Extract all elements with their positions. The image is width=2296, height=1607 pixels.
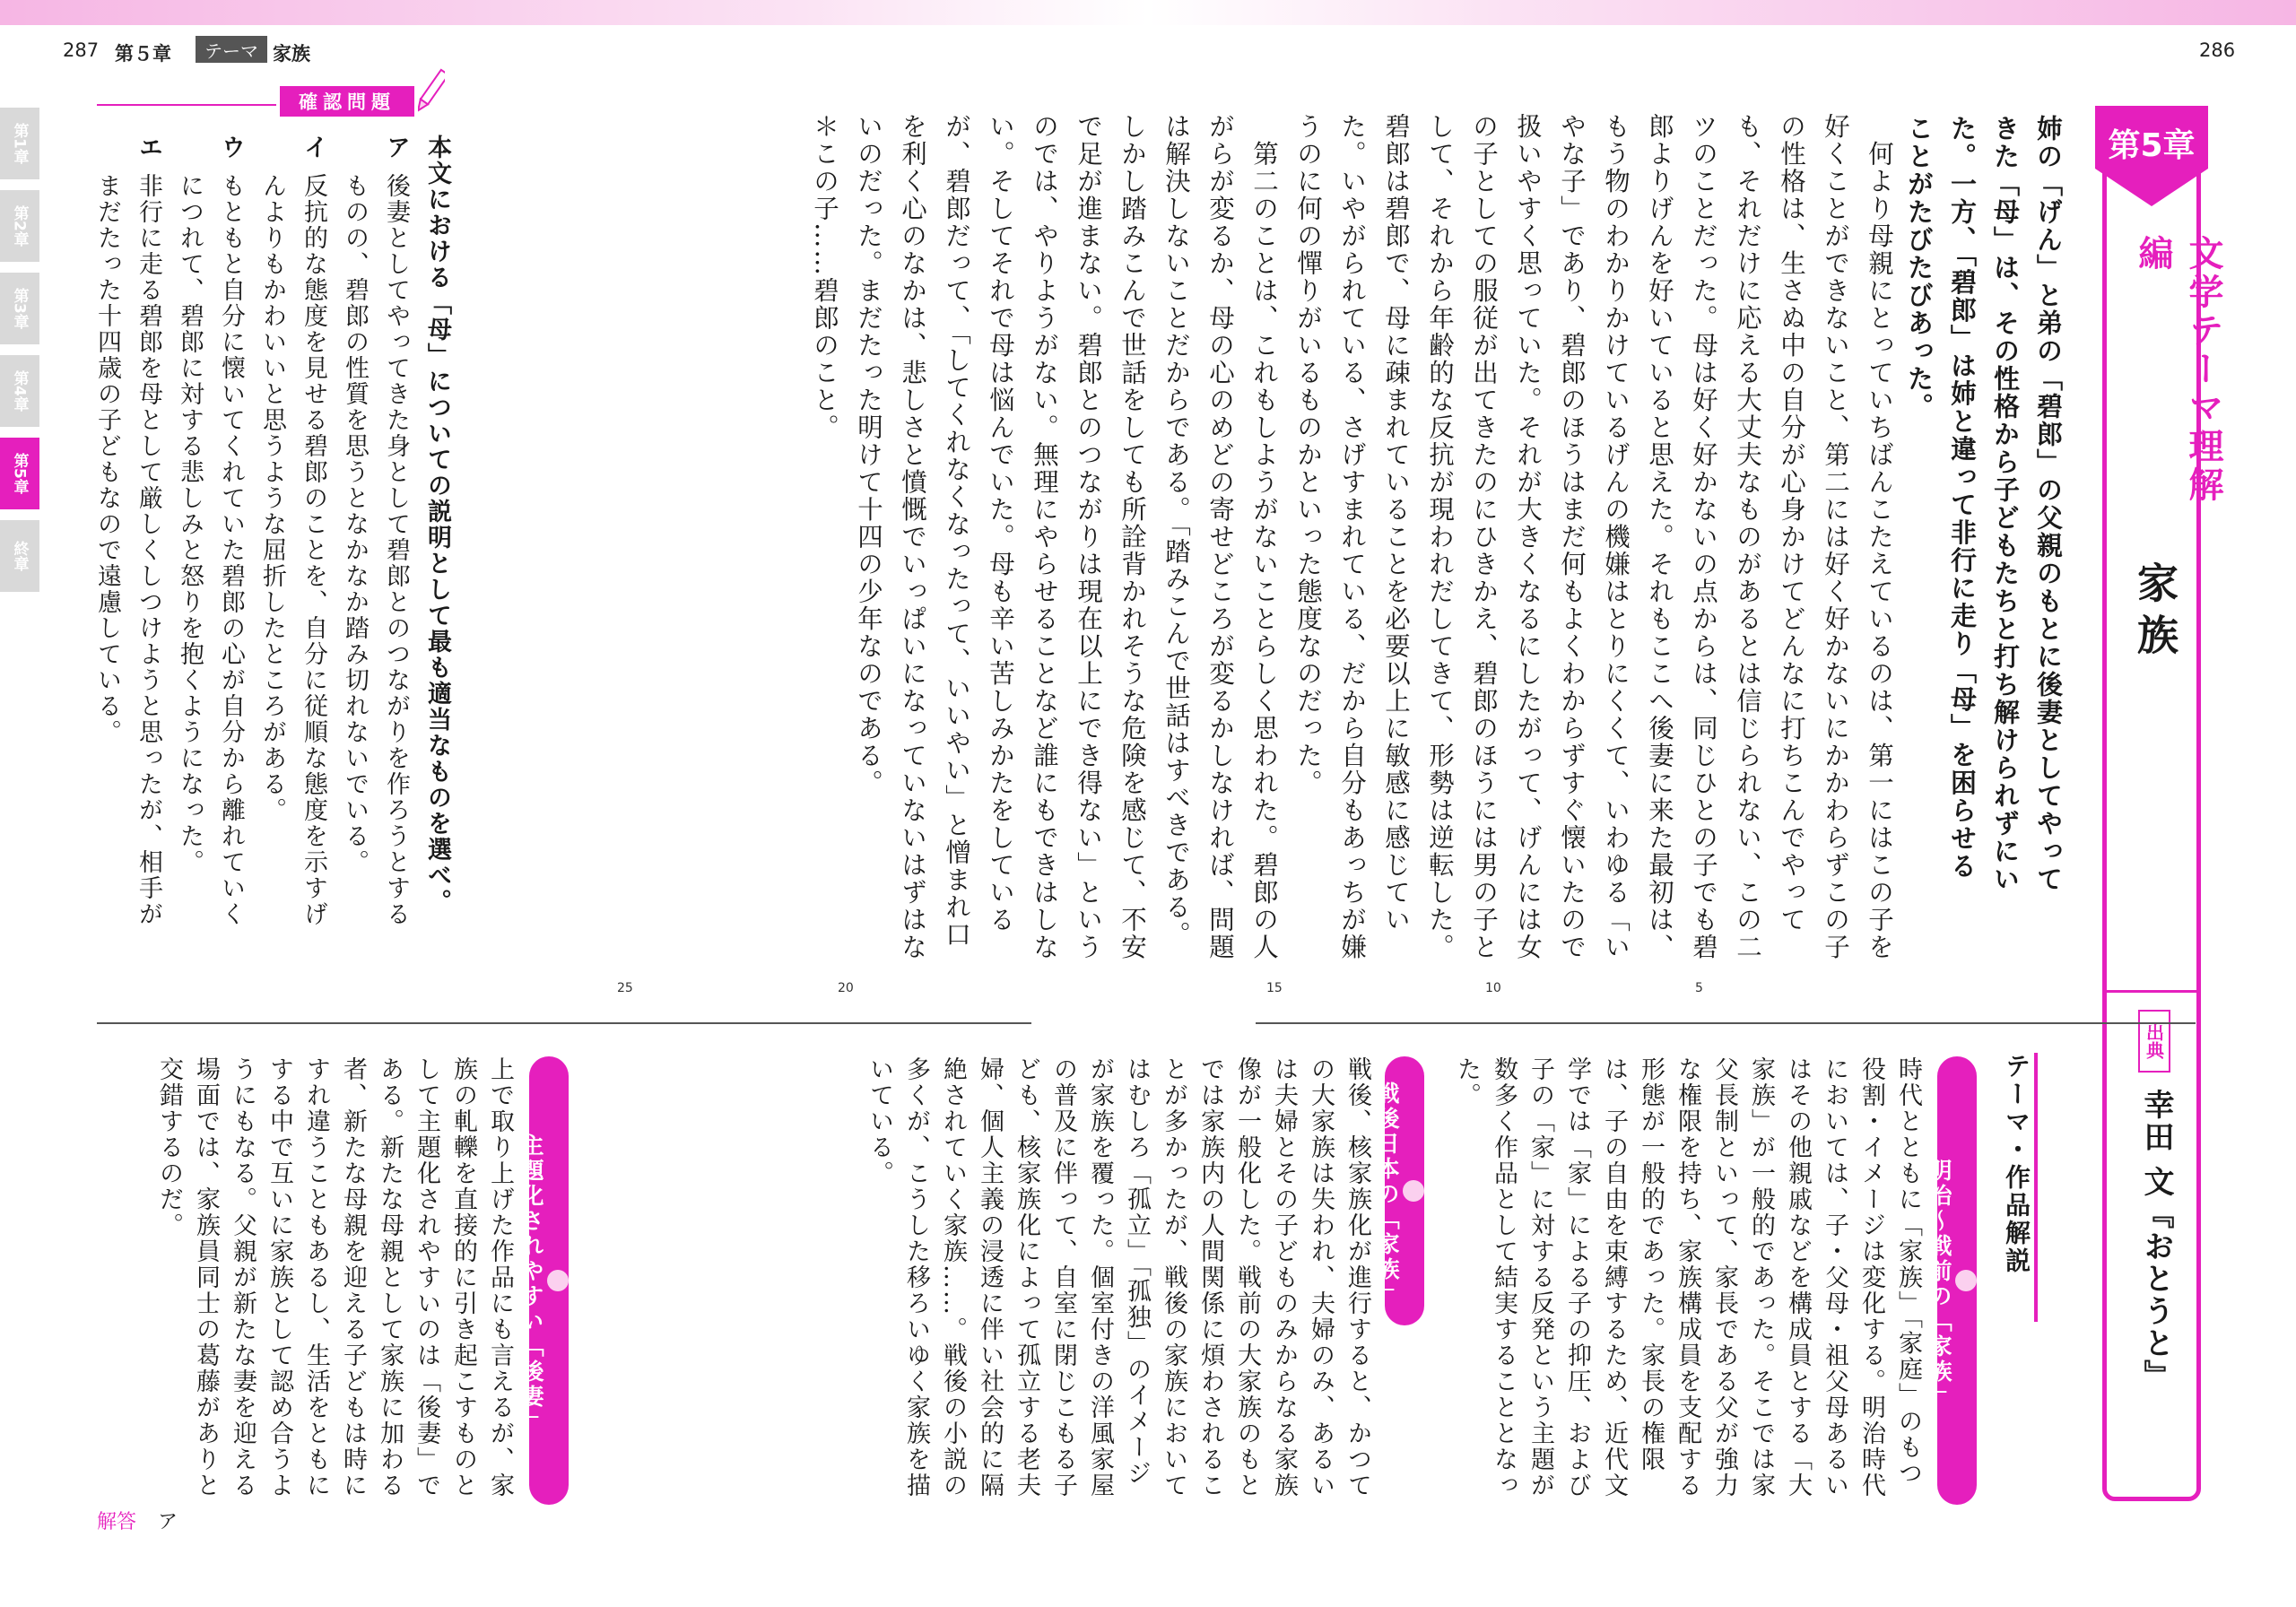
tab-label: 終章 xyxy=(10,541,29,571)
option-text: 反抗的な態度を見せる碧郎のことを、自分に従順な態度を示すげんよりもかわいいと思うような屈折したところがある。 xyxy=(258,173,327,927)
chapter-badge xyxy=(2095,106,2208,206)
bullet-icon xyxy=(547,1270,569,1291)
section-text-meiji: 時代とともに「家族」「家庭」のもつ役割・イメージは変化する。明治時代においては、子・父母・祖父母あるいはその他親戚などを構成員とする「大家族」が一般的であった。そこでは家父長制といって、家長である父が強力な権限を持ち、家族構成員を支配する形態が一般的であった。家長の権限は、子の自由を束縛するため、近代文学では「家」による子の抑圧、および子の「家」に対する反発という主題が数多く作品として結実することとなった。 xyxy=(1453,1056,1922,1498)
option-label: イ xyxy=(300,135,327,161)
quiz-rule xyxy=(97,104,276,106)
bullet-icon xyxy=(1403,1180,1424,1202)
topic-title: 家族 xyxy=(2131,561,2179,665)
tab-chapter-2[interactable] xyxy=(0,190,39,262)
commentary-heading-bar xyxy=(2034,1053,2038,1322)
option-text: 後妻としてやってきた身として碧郎とのつながりを作ろうとするものの、碧郎の性質を思うとなかなか踏み切れないでいる。 xyxy=(341,173,410,927)
main-paragraph-2: 第二のことは、これもしようがないことらしく思われた。碧郎の人がらが変るか、母の心のめどの寄せどころが変るかしなければ、問題は解決しないことだからである。「踏みこんで世話はすべきである。しかし踏みこんで世話をしても所詮背かれそうな危険を感じて、不安で足が進まない。碧郎とのつながりは現在以上にでき得ない」というのでは、やりようがない。無理にやらせることなど誰にもできはしない。そしてそれで母は悩んでいた。母も辛い苦しみかたをしているが、碧郎だって、「してくれなくなったって、いいやい」と憎まれ口を利く心のなかは、悲しさと憤慨でいっぱいになっていないはずはないのだった。まだたった明けて十四の少年なのである。 xyxy=(854,113,1279,961)
tab-chapter-1[interactable] xyxy=(0,108,39,179)
line-number: 15 xyxy=(1266,981,1283,995)
theme-value: 家族 xyxy=(273,43,310,65)
pill-label: 主題化されやすい「後妻」 xyxy=(518,1134,544,1435)
option-text: 非行に走る碧郎を母として厳しくしつけようと思ったが、相手がまだたった十四歳の子どもなので遠慮している。 xyxy=(93,173,162,927)
pencil-icon xyxy=(418,65,445,118)
line-number: 10 xyxy=(1485,981,1501,995)
quiz-badge: 確認問題 xyxy=(280,86,414,117)
answer-value: ア xyxy=(158,1511,178,1533)
quiz-block xyxy=(93,135,457,942)
main-paragraph-1: 何より母親にとっていちばんこたえているのは、第一にはこの子を好くことができないこと、第二には好く好かないにかかわらずこの子の性格は、生さぬ中の自分が心身かけてどんなに打ちこんでやっても、それだけに応える大丈夫なものがあるとは信じられない、この二ツのことだった。母は好く好かないの点からは、同じひとの子でも碧郎よりげんを好いていると思えた。それもここへ後妻に来た最初は、もう物のわかりかけているげんの機嫌はとりにくくて、いわゆる「いやな子」であり、碧郎のほうはまだ何もよくわからずすぐ懐いたので扱いやすく思っていた。それが大きくなるにしたがって、げんには女の子としての服従が出てきたのにひきかえ、碧郎のほうには男の子として、それから年齢的な反抗が現われだしてきて、形勢は逆転した。碧郎は碧郎で、母に疎まれていることを必要以上に敏感に感じていた。いやがられている、さげすまれている、だから自分もあっちが嫌うのに何の憚りがいるものかといった態度なのだった。 xyxy=(1293,113,1894,961)
pill-label: 戦後日本の「家族」 xyxy=(1374,1081,1400,1307)
tab-label: 第2章 xyxy=(10,205,29,247)
page-number-left: 287 xyxy=(63,39,100,61)
section-pill-postwar xyxy=(1374,1056,1424,1325)
quiz-option-e[interactable] xyxy=(86,135,169,942)
source-label: 出典 xyxy=(2138,1010,2170,1073)
option-text: もともと自分に懐いてくれていた碧郎の心が自分から離れていくにつれて、碧郎に対する悲しみと怒りを抱くようになった。 xyxy=(176,173,245,927)
quiz-option-i[interactable] xyxy=(251,135,334,942)
option-label: エ xyxy=(135,135,162,161)
section-text-stepmother: 上で取り上げた作品にも言えるが、家族の軋轢を直接的に引き起こすものとして主題化されやすいのは「後妻」である。新たな母親として家族に加わる者、新たな母親を迎える子どもは時にすれ違うこともあるし、生活をともにする中で互いに家族として認め合うようにもなる。父親が新たな妻を迎える場面では、家族員同士の葛藤がありと交錯するのだ。 xyxy=(155,1056,514,1498)
tab-chapter-5[interactable] xyxy=(0,438,39,509)
main-footnote: ＊この子……碧郎のこと。 xyxy=(810,113,839,441)
top-gradient-band xyxy=(0,0,2296,25)
section-pill-meiji xyxy=(1926,1056,1977,1505)
theme-tag: テーマ xyxy=(196,36,267,63)
line-number: 20 xyxy=(838,981,854,995)
quiz-question: 本文における「母」についての説明として最も適当なものを選べ。 xyxy=(423,135,451,915)
bullet-icon xyxy=(1955,1270,1977,1291)
option-label: ア xyxy=(382,135,410,161)
page-number-right: 286 xyxy=(2199,39,2236,61)
section-text-postwar: 戦後、核家族化が進行すると、かつての大家族は失われ、夫婦のみ、あるいは夫婦とその子どものみからなる家族像が一般化した。戦前の大家族のもとでは家族内の人間関係に煩わされることが多かったが、戦後の家族においてはむしろ「孤立」「孤独」のイメージが家族を覆った。個室付きの洋風家屋の普及に伴って、自室に閉じこもる子ども、核家族化によって孤立する老夫婦、個人主義の浸透に伴い社会的に隔絶されていく家族……。戦後の小説の多くが、こうした移ろいゆく家族を描いている。 xyxy=(865,1056,1371,1498)
tab-label: 第1章 xyxy=(10,123,29,164)
divider-left xyxy=(97,1022,1031,1024)
title-panel-divider xyxy=(2102,990,2201,993)
tab-label: 第5章 xyxy=(10,453,29,494)
chapter-badge-label: 第5章 xyxy=(2108,127,2196,164)
tab-label: 第3章 xyxy=(10,288,29,329)
pill-label: 明治〜戦前の「家族」 xyxy=(1926,1159,1952,1410)
lead-summary: 姉の「げん」と弟の「碧郎」の父親のもとに後妻としてやってきた「母」は、その性格から子どもたちと打ち解けられずにいた。一方、「碧郎」は姉と違って非行に走り「母」を困らせることがたびたびあった。 xyxy=(1904,115,2064,893)
chapter-label: 第５章 xyxy=(115,43,171,65)
line-number: 5 xyxy=(1695,981,1703,995)
tab-chapter-3[interactable] xyxy=(0,273,39,344)
answer-label: 解答 xyxy=(97,1511,137,1533)
quiz-option-a[interactable] xyxy=(334,135,416,942)
quiz-option-u[interactable] xyxy=(169,135,251,942)
tab-chapter-4[interactable] xyxy=(0,355,39,427)
main-text xyxy=(725,113,1901,965)
line-number: 25 xyxy=(617,981,633,995)
series-title: 文学テーマ理解編 xyxy=(2133,235,2223,505)
source-title: 幸田 文『おとうと』 xyxy=(2138,1089,2174,1392)
section-pill-stepmother xyxy=(518,1056,569,1505)
commentary-heading: テーマ・作品解説 xyxy=(2002,1053,2031,1275)
option-label: ウ xyxy=(217,135,245,161)
divider-right xyxy=(1256,1022,2196,1024)
tab-label: 第4章 xyxy=(10,370,29,412)
tab-final-chapter[interactable] xyxy=(0,520,39,592)
